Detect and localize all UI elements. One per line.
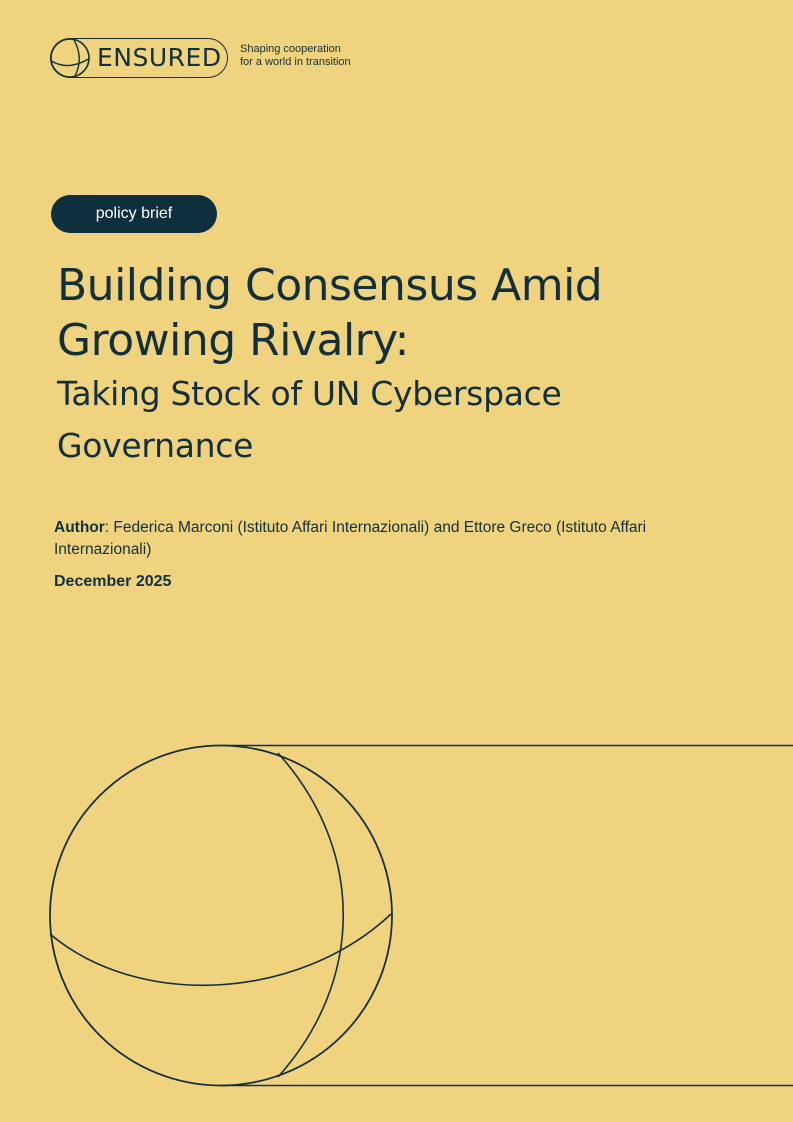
subtitle-line-1: Taking Stock of UN Cyberspace [57, 374, 562, 413]
ensured-logo [50, 37, 351, 79]
decorative-globe-graphic [0, 730, 793, 1110]
policy-brief-badge: policy brief [51, 195, 217, 233]
tagline-line-2: for a world in transition [240, 56, 351, 68]
deco-meridian-arc [278, 753, 343, 1077]
author-info [54, 517, 654, 561]
logo-pill [50, 38, 228, 78]
author-label: Author [54, 519, 105, 536]
subtitle-line-2: Governance [57, 426, 254, 465]
logo-wordmark: ENSURED [97, 43, 222, 72]
author-names: : Federica Marconi (Istituto Affari Internazionali) and Ettore Greco (Istituto Affari Internazionali) [54, 519, 647, 558]
title-line-2: Growing Rivalry: [57, 315, 409, 366]
document-title [57, 258, 717, 472]
deco-globe-circle [50, 746, 392, 1086]
publication-date: December 2025 [54, 573, 172, 590]
logo-tagline [240, 43, 351, 69]
title-line-1: Building Consensus Amid [57, 260, 603, 311]
globe-logo-icon [50, 38, 90, 78]
tagline-line-1: Shaping cooperation [240, 43, 341, 55]
